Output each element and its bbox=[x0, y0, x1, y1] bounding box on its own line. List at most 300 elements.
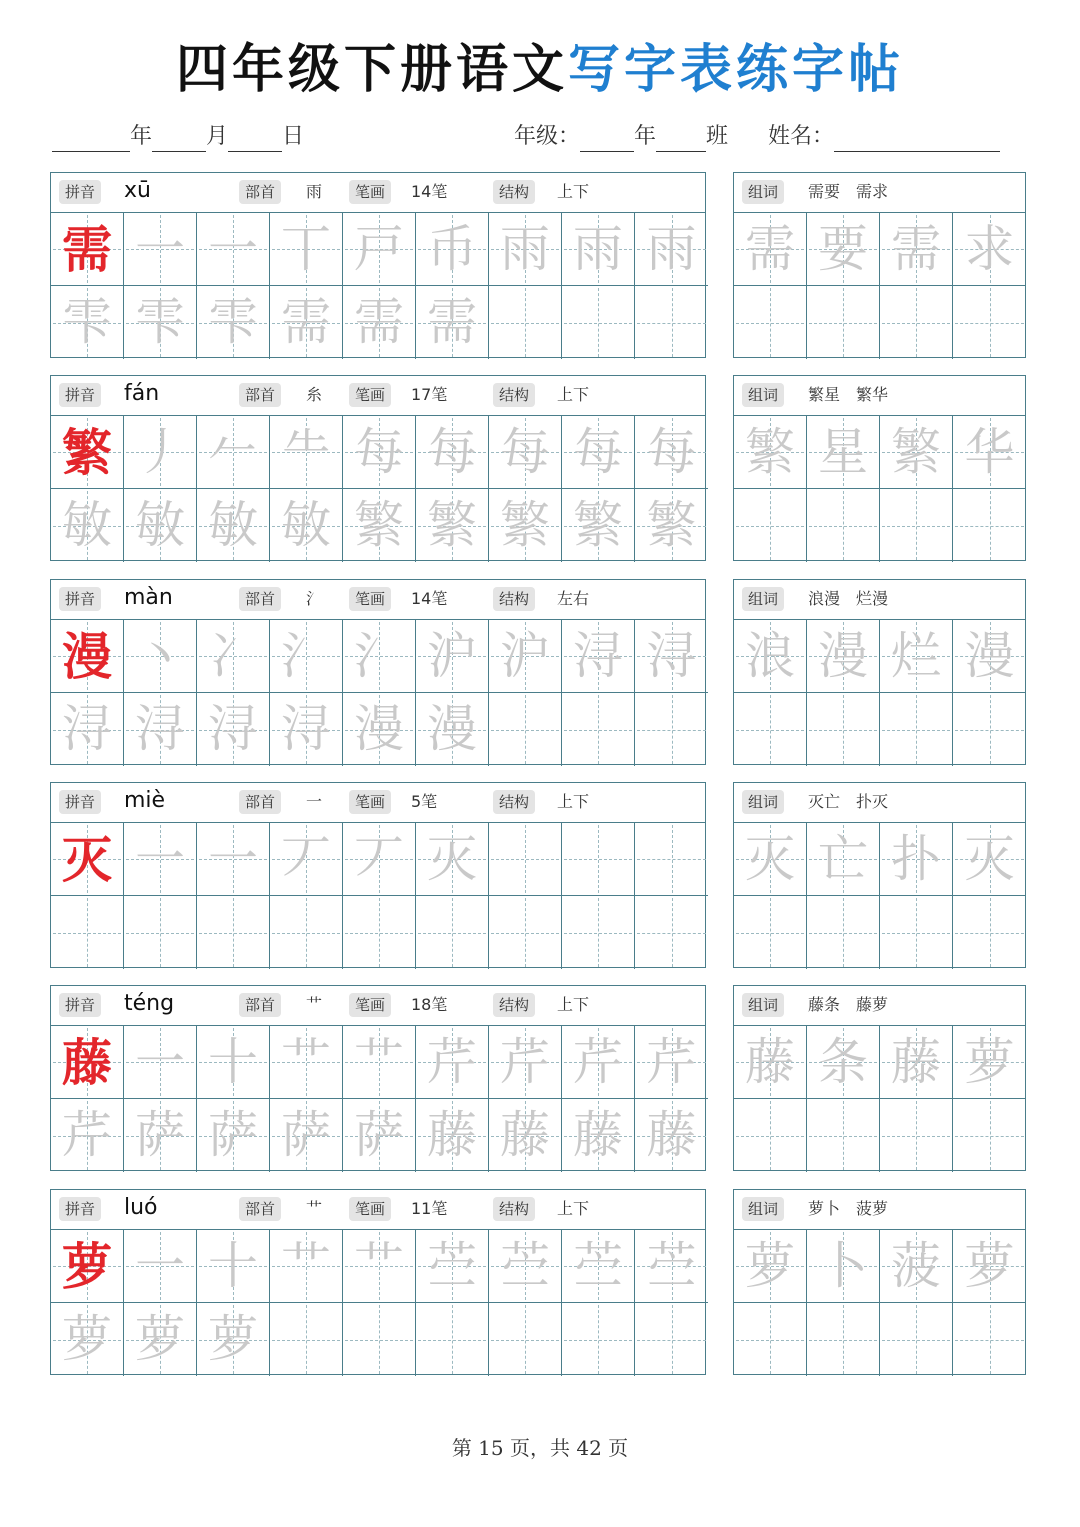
writing-cell[interactable] bbox=[197, 1026, 270, 1099]
writing-cell[interactable] bbox=[270, 489, 343, 562]
trace-char: ⺧ bbox=[281, 423, 331, 481]
writing-cell[interactable] bbox=[562, 489, 635, 562]
writing-cell[interactable] bbox=[343, 896, 416, 969]
writing-cell[interactable] bbox=[51, 489, 124, 562]
word-writing-cell[interactable] bbox=[880, 1230, 953, 1303]
writing-cell[interactable] bbox=[489, 620, 562, 693]
trace-char: 雫 bbox=[135, 293, 185, 351]
word-writing-cell[interactable] bbox=[734, 416, 807, 489]
writing-cell[interactable] bbox=[562, 620, 635, 693]
writing-cell[interactable] bbox=[635, 1230, 708, 1303]
writing-cell[interactable] bbox=[562, 1099, 635, 1172]
word-writing-cell[interactable] bbox=[734, 489, 807, 562]
trace-char: 一 bbox=[135, 1033, 185, 1091]
word-writing-cell[interactable] bbox=[807, 1230, 880, 1303]
words-tag: 组词 bbox=[742, 587, 784, 611]
words-value: 繁星 繁华 bbox=[808, 385, 889, 404]
writing-cell[interactable] bbox=[489, 213, 562, 286]
word-trace-char: 扑 bbox=[891, 830, 941, 888]
word-writing-cell[interactable] bbox=[807, 620, 880, 693]
trace-char: 敏 bbox=[135, 496, 185, 554]
word-writing-cell[interactable] bbox=[807, 286, 880, 359]
word-writing-cell[interactable] bbox=[734, 1026, 807, 1099]
writing-cell[interactable] bbox=[489, 1230, 562, 1303]
writing-cell[interactable] bbox=[416, 489, 489, 562]
word-writing-cell[interactable] bbox=[734, 896, 807, 969]
writing-cell[interactable] bbox=[124, 213, 197, 286]
pinyin-tag: 拼音 bbox=[59, 383, 101, 407]
model-char: 繁 bbox=[62, 423, 112, 482]
writing-cell[interactable] bbox=[51, 1099, 124, 1172]
word-writing-cell[interactable] bbox=[734, 823, 807, 896]
writing-cell[interactable] bbox=[51, 896, 124, 969]
writing-cell[interactable] bbox=[270, 693, 343, 766]
words-tag: 组词 bbox=[742, 1197, 784, 1221]
word-writing-cell[interactable] bbox=[953, 286, 1026, 359]
trace-char: 浔 bbox=[62, 700, 112, 758]
word-writing-cell[interactable] bbox=[734, 213, 807, 286]
word-info-bar bbox=[734, 783, 1025, 823]
char-info-bar bbox=[51, 986, 705, 1026]
word-writing-cell[interactable] bbox=[807, 489, 880, 562]
word-trace-char: 需 bbox=[891, 220, 941, 278]
trace-char: 每 bbox=[354, 423, 404, 481]
trace-char: 雨 bbox=[500, 220, 550, 278]
writing-cell[interactable] bbox=[51, 823, 124, 896]
trace-char: 艹 bbox=[281, 1237, 331, 1295]
structure-value: 上下 bbox=[557, 1199, 590, 1218]
writing-cell[interactable] bbox=[562, 213, 635, 286]
writing-cell[interactable] bbox=[635, 416, 708, 489]
page-title bbox=[0, 38, 1080, 102]
writing-cell[interactable] bbox=[124, 286, 197, 359]
writing-cell[interactable] bbox=[124, 620, 197, 693]
structure-tag: 结构 bbox=[493, 383, 535, 407]
structure-tag: 结构 bbox=[493, 587, 535, 611]
word-writing-cell[interactable] bbox=[807, 416, 880, 489]
writing-cell[interactable] bbox=[197, 213, 270, 286]
writing-cell[interactable] bbox=[635, 620, 708, 693]
structure-value: 上下 bbox=[557, 792, 590, 811]
writing-cell[interactable] bbox=[51, 286, 124, 359]
writing-cell[interactable] bbox=[270, 620, 343, 693]
writing-cell[interactable] bbox=[197, 823, 270, 896]
word-writing-cell[interactable] bbox=[807, 1026, 880, 1099]
writing-cell[interactable] bbox=[197, 693, 270, 766]
word-writing-cell[interactable] bbox=[807, 896, 880, 969]
word-trace-char: 华 bbox=[964, 423, 1015, 481]
writing-cell[interactable] bbox=[635, 286, 708, 359]
trace-char: 敏 bbox=[62, 496, 112, 554]
writing-cell[interactable] bbox=[562, 693, 635, 766]
writing-cell[interactable] bbox=[562, 416, 635, 489]
word-writing-cell[interactable] bbox=[953, 896, 1026, 969]
trace-char: 雫 bbox=[208, 293, 258, 351]
strokes-value: 5笔 bbox=[411, 792, 438, 811]
trace-char: 需 bbox=[281, 293, 331, 351]
writing-cell[interactable] bbox=[343, 1099, 416, 1172]
writing-cell[interactable] bbox=[635, 693, 708, 766]
writing-cell[interactable] bbox=[635, 213, 708, 286]
writing-cell[interactable] bbox=[562, 1303, 635, 1376]
word-writing-cell[interactable] bbox=[734, 1230, 807, 1303]
trace-char: 藤 bbox=[573, 1106, 623, 1164]
trace-char: 芹 bbox=[62, 1106, 112, 1164]
pinyin-tag: 拼音 bbox=[59, 1197, 101, 1221]
writing-cell[interactable] bbox=[343, 823, 416, 896]
stroke-practice-box bbox=[50, 579, 706, 765]
trace-char: 芹 bbox=[427, 1033, 477, 1091]
word-trace-char: 藤 bbox=[745, 1033, 795, 1091]
word-trace-char: 漫 bbox=[818, 627, 868, 685]
writing-cell[interactable] bbox=[343, 213, 416, 286]
strokes-value: 18笔 bbox=[411, 995, 448, 1014]
writing-cell[interactable] bbox=[51, 213, 124, 286]
word-writing-cell[interactable] bbox=[953, 489, 1026, 562]
trace-char: 浔 bbox=[135, 700, 185, 758]
trace-char: 苎 bbox=[500, 1237, 550, 1295]
word-writing-cell[interactable] bbox=[880, 213, 953, 286]
word-info-bar bbox=[734, 580, 1025, 620]
trace-char: 氵 bbox=[281, 627, 331, 685]
trace-char: 一 bbox=[208, 220, 258, 278]
writing-cell[interactable] bbox=[197, 286, 270, 359]
structure-tag: 结构 bbox=[493, 1197, 535, 1221]
word-trace-char: 求 bbox=[964, 220, 1015, 278]
structure-tag: 结构 bbox=[493, 180, 535, 204]
word-writing-cell[interactable] bbox=[880, 489, 953, 562]
word-writing-cell[interactable] bbox=[953, 823, 1026, 896]
word-trace-char: 需 bbox=[745, 220, 795, 278]
word-info-bar bbox=[734, 1190, 1025, 1230]
writing-cell[interactable] bbox=[635, 1099, 708, 1172]
word-trace-char: 灭 bbox=[964, 830, 1015, 888]
writing-cell[interactable] bbox=[635, 489, 708, 562]
writing-cell[interactable] bbox=[197, 1099, 270, 1172]
trace-char: 雫 bbox=[62, 293, 112, 351]
date-fields bbox=[52, 122, 304, 152]
writing-cell[interactable] bbox=[124, 489, 197, 562]
writing-cell[interactable] bbox=[270, 1099, 343, 1172]
writing-cell[interactable] bbox=[416, 1026, 489, 1099]
year-label: 年 bbox=[130, 124, 153, 149]
writing-cell[interactable] bbox=[489, 1099, 562, 1172]
pinyin-value: téng bbox=[124, 991, 175, 1016]
writing-cell[interactable] bbox=[343, 1026, 416, 1099]
writing-cell[interactable] bbox=[416, 1099, 489, 1172]
trace-char: 浔 bbox=[208, 700, 258, 758]
writing-cell[interactable] bbox=[343, 489, 416, 562]
writing-cell[interactable] bbox=[416, 1303, 489, 1376]
writing-cell[interactable] bbox=[270, 896, 343, 969]
trace-char: 十 bbox=[208, 1033, 258, 1091]
word-writing-cell[interactable] bbox=[953, 1026, 1026, 1099]
writing-cell[interactable] bbox=[343, 286, 416, 359]
writing-cell[interactable] bbox=[197, 896, 270, 969]
trace-char: 丿 bbox=[135, 423, 185, 481]
writing-cell[interactable] bbox=[562, 823, 635, 896]
trace-char: 萝 bbox=[62, 1310, 112, 1368]
trace-char: 沪 bbox=[500, 627, 550, 685]
trace-char: 敏 bbox=[208, 496, 258, 554]
word-info-bar bbox=[734, 986, 1025, 1026]
writing-cell[interactable] bbox=[124, 823, 197, 896]
writing-cell[interactable] bbox=[416, 1230, 489, 1303]
word-writing-cell[interactable] bbox=[953, 1099, 1026, 1172]
strokes-tag: 笔画 bbox=[349, 993, 391, 1017]
word-writing-cell[interactable] bbox=[734, 693, 807, 766]
writing-cell[interactable] bbox=[197, 620, 270, 693]
writing-cell[interactable] bbox=[562, 1230, 635, 1303]
trace-char: 繁 bbox=[427, 496, 477, 554]
word-writing-cell[interactable] bbox=[953, 620, 1026, 693]
writing-cell[interactable] bbox=[489, 896, 562, 969]
grade-blank[interactable] bbox=[580, 127, 634, 152]
writing-cell[interactable] bbox=[197, 1303, 270, 1376]
writing-cell[interactable] bbox=[416, 416, 489, 489]
writing-cell[interactable] bbox=[124, 693, 197, 766]
writing-cell[interactable] bbox=[51, 416, 124, 489]
writing-cell[interactable] bbox=[51, 1303, 124, 1376]
word-writing-cell[interactable] bbox=[734, 620, 807, 693]
structure-value: 左右 bbox=[557, 589, 590, 608]
writing-cell[interactable] bbox=[489, 823, 562, 896]
stroke-practice-box bbox=[50, 1189, 706, 1375]
word-trace-char: 藤 bbox=[891, 1033, 941, 1091]
trace-char: 𠂉 bbox=[208, 423, 258, 481]
writing-cell[interactable] bbox=[51, 1230, 124, 1303]
word-writing-cell[interactable] bbox=[953, 1230, 1026, 1303]
word-trace-char: 繁 bbox=[745, 423, 795, 481]
radical-value: 艹 bbox=[306, 995, 323, 1014]
word-writing-cell[interactable] bbox=[734, 1303, 807, 1376]
word-writing-cell[interactable] bbox=[880, 1026, 953, 1099]
word-writing-cell[interactable] bbox=[807, 213, 880, 286]
writing-cell[interactable] bbox=[562, 1026, 635, 1099]
trace-char: 苎 bbox=[573, 1237, 623, 1295]
writing-cell[interactable] bbox=[489, 416, 562, 489]
year-blank[interactable] bbox=[52, 127, 130, 152]
word-trace-char: 菠 bbox=[891, 1237, 941, 1295]
words-value: 浪漫 烂漫 bbox=[808, 589, 889, 608]
radical-tag: 部首 bbox=[239, 1197, 281, 1221]
writing-cell[interactable] bbox=[562, 286, 635, 359]
strokes-value: 11笔 bbox=[411, 1199, 448, 1218]
writing-cell[interactable] bbox=[124, 1230, 197, 1303]
word-trace-char: 漫 bbox=[964, 627, 1015, 685]
word-trace-char: 灭 bbox=[745, 830, 795, 888]
trace-char: 芹 bbox=[573, 1033, 623, 1091]
trace-char: 戸 bbox=[354, 220, 404, 278]
writing-cell[interactable] bbox=[197, 416, 270, 489]
word-trace-char: 卜 bbox=[818, 1237, 868, 1295]
writing-cell[interactable] bbox=[270, 1303, 343, 1376]
word-trace-char: 萝 bbox=[964, 1033, 1015, 1091]
word-writing-cell[interactable] bbox=[953, 213, 1026, 286]
page-footer: 第 15 页，共 42 页 bbox=[451, 1436, 629, 1460]
writing-cell[interactable] bbox=[416, 286, 489, 359]
trace-char: 芹 bbox=[500, 1033, 550, 1091]
trace-char: 币 bbox=[427, 220, 477, 278]
trace-char: 萨 bbox=[208, 1106, 258, 1164]
student-fields bbox=[514, 122, 1000, 152]
word-practice-box bbox=[733, 172, 1026, 358]
writing-cell[interactable] bbox=[51, 620, 124, 693]
word-writing-cell[interactable] bbox=[880, 620, 953, 693]
word-trace-char: 星 bbox=[818, 423, 868, 481]
word-writing-cell[interactable] bbox=[880, 286, 953, 359]
writing-cell[interactable] bbox=[197, 1230, 270, 1303]
writing-cell[interactable] bbox=[489, 1026, 562, 1099]
trace-char: 漫 bbox=[354, 700, 404, 758]
structure-tag: 结构 bbox=[493, 993, 535, 1017]
stroke-practice-box bbox=[50, 172, 706, 358]
grade-year-label: 年 bbox=[634, 124, 657, 149]
month-label: 月 bbox=[206, 124, 229, 149]
writing-cell[interactable] bbox=[416, 823, 489, 896]
writing-cell[interactable] bbox=[270, 213, 343, 286]
char-block bbox=[50, 1189, 1026, 1377]
structure-value: 上下 bbox=[557, 995, 590, 1014]
trace-char: 苎 bbox=[646, 1237, 697, 1295]
words-value: 需要 需求 bbox=[808, 182, 889, 201]
word-writing-cell[interactable] bbox=[953, 1303, 1026, 1376]
radical-tag: 部首 bbox=[239, 790, 281, 814]
writing-cell[interactable] bbox=[270, 286, 343, 359]
trace-char: 灭 bbox=[427, 830, 477, 888]
trace-char: 繁 bbox=[354, 496, 404, 554]
trace-char: 丅 bbox=[281, 220, 331, 278]
radical-value: 艹 bbox=[306, 1199, 323, 1218]
writing-cell[interactable] bbox=[416, 213, 489, 286]
trace-char: 苎 bbox=[427, 1237, 477, 1295]
writing-cell[interactable] bbox=[343, 693, 416, 766]
word-writing-cell[interactable] bbox=[880, 1303, 953, 1376]
trace-char: 漫 bbox=[427, 700, 477, 758]
char-info-bar bbox=[51, 783, 705, 823]
pinyin-value: fán bbox=[124, 381, 160, 406]
strokes-tag: 笔画 bbox=[349, 790, 391, 814]
structure-value: 上下 bbox=[557, 385, 590, 404]
radical-tag: 部首 bbox=[239, 383, 281, 407]
day-blank[interactable] bbox=[228, 127, 282, 152]
trace-char: 一 bbox=[135, 830, 185, 888]
trace-char: 每 bbox=[500, 423, 550, 481]
name-label: 姓名： bbox=[768, 124, 835, 149]
writing-cell[interactable] bbox=[124, 896, 197, 969]
word-writing-cell[interactable] bbox=[953, 416, 1026, 489]
radical-tag: 部首 bbox=[239, 180, 281, 204]
trace-char: 艹 bbox=[281, 1033, 331, 1091]
writing-cell[interactable] bbox=[489, 286, 562, 359]
day-label: 日 bbox=[282, 124, 305, 149]
word-trace-char: 要 bbox=[818, 220, 868, 278]
word-writing-cell[interactable] bbox=[880, 693, 953, 766]
writing-cell[interactable] bbox=[489, 489, 562, 562]
model-char: 漫 bbox=[62, 627, 112, 686]
writing-cell[interactable] bbox=[635, 1026, 708, 1099]
trace-char: 沪 bbox=[427, 627, 477, 685]
writing-cell[interactable] bbox=[51, 693, 124, 766]
class-blank[interactable] bbox=[656, 127, 706, 152]
word-writing-cell[interactable] bbox=[734, 1099, 807, 1172]
word-trace-char: 浪 bbox=[745, 627, 795, 685]
trace-char: 艹 bbox=[354, 1237, 404, 1295]
month-blank[interactable] bbox=[152, 127, 206, 152]
trace-char: 艹 bbox=[354, 1033, 404, 1091]
writing-cell[interactable] bbox=[343, 1303, 416, 1376]
writing-cell[interactable] bbox=[124, 1099, 197, 1172]
writing-cell[interactable] bbox=[197, 489, 270, 562]
word-writing-cell[interactable] bbox=[880, 416, 953, 489]
radical-tag: 部首 bbox=[239, 587, 281, 611]
trace-char: 每 bbox=[427, 423, 477, 481]
word-writing-cell[interactable] bbox=[880, 1099, 953, 1172]
char-info-bar bbox=[51, 376, 705, 416]
trace-char: 敏 bbox=[281, 496, 331, 554]
writing-cell[interactable] bbox=[270, 823, 343, 896]
model-char: 萝 bbox=[62, 1237, 112, 1296]
trace-char: 藤 bbox=[500, 1106, 550, 1164]
word-writing-cell[interactable] bbox=[807, 1303, 880, 1376]
writing-cell[interactable] bbox=[343, 1230, 416, 1303]
pinyin-value: miè bbox=[124, 788, 166, 813]
writing-cell[interactable] bbox=[489, 1303, 562, 1376]
char-block bbox=[50, 782, 1026, 970]
word-writing-cell[interactable] bbox=[807, 1099, 880, 1172]
writing-cell[interactable] bbox=[270, 1230, 343, 1303]
word-trace-char: 萝 bbox=[745, 1237, 795, 1295]
writing-cell[interactable] bbox=[51, 1026, 124, 1099]
trace-char: 每 bbox=[646, 423, 697, 481]
trace-char: 雨 bbox=[646, 220, 697, 278]
word-writing-cell[interactable] bbox=[953, 693, 1026, 766]
writing-cell[interactable] bbox=[416, 693, 489, 766]
stroke-practice-box bbox=[50, 375, 706, 561]
words-value: 藤条 藤萝 bbox=[808, 995, 889, 1014]
char-info-bar bbox=[51, 1190, 705, 1230]
writing-cell[interactable] bbox=[343, 620, 416, 693]
word-writing-cell[interactable] bbox=[807, 823, 880, 896]
word-writing-cell[interactable] bbox=[880, 823, 953, 896]
writing-cell[interactable] bbox=[416, 620, 489, 693]
word-writing-cell[interactable] bbox=[807, 693, 880, 766]
writing-cell[interactable] bbox=[635, 1303, 708, 1376]
writing-cell[interactable] bbox=[489, 693, 562, 766]
trace-char: 萨 bbox=[354, 1106, 404, 1164]
writing-cell[interactable] bbox=[635, 823, 708, 896]
word-writing-cell[interactable] bbox=[880, 896, 953, 969]
trace-char: 十 bbox=[208, 1237, 258, 1295]
writing-cell[interactable] bbox=[124, 1303, 197, 1376]
writing-cell[interactable] bbox=[124, 416, 197, 489]
name-blank[interactable] bbox=[834, 127, 1000, 152]
strokes-tag: 笔画 bbox=[349, 383, 391, 407]
pinyin-value: luó bbox=[124, 1195, 158, 1220]
writing-cell[interactable] bbox=[416, 896, 489, 969]
writing-cell[interactable] bbox=[343, 416, 416, 489]
writing-cell[interactable] bbox=[635, 896, 708, 969]
writing-cell[interactable] bbox=[270, 416, 343, 489]
writing-cell[interactable] bbox=[562, 896, 635, 969]
trace-char: 繁 bbox=[573, 496, 623, 554]
char-block bbox=[50, 579, 1026, 767]
writing-cell[interactable] bbox=[124, 1026, 197, 1099]
writing-cell[interactable] bbox=[270, 1026, 343, 1099]
trace-char: 需 bbox=[427, 293, 477, 351]
trace-char: 一 bbox=[135, 220, 185, 278]
word-writing-cell[interactable] bbox=[734, 286, 807, 359]
